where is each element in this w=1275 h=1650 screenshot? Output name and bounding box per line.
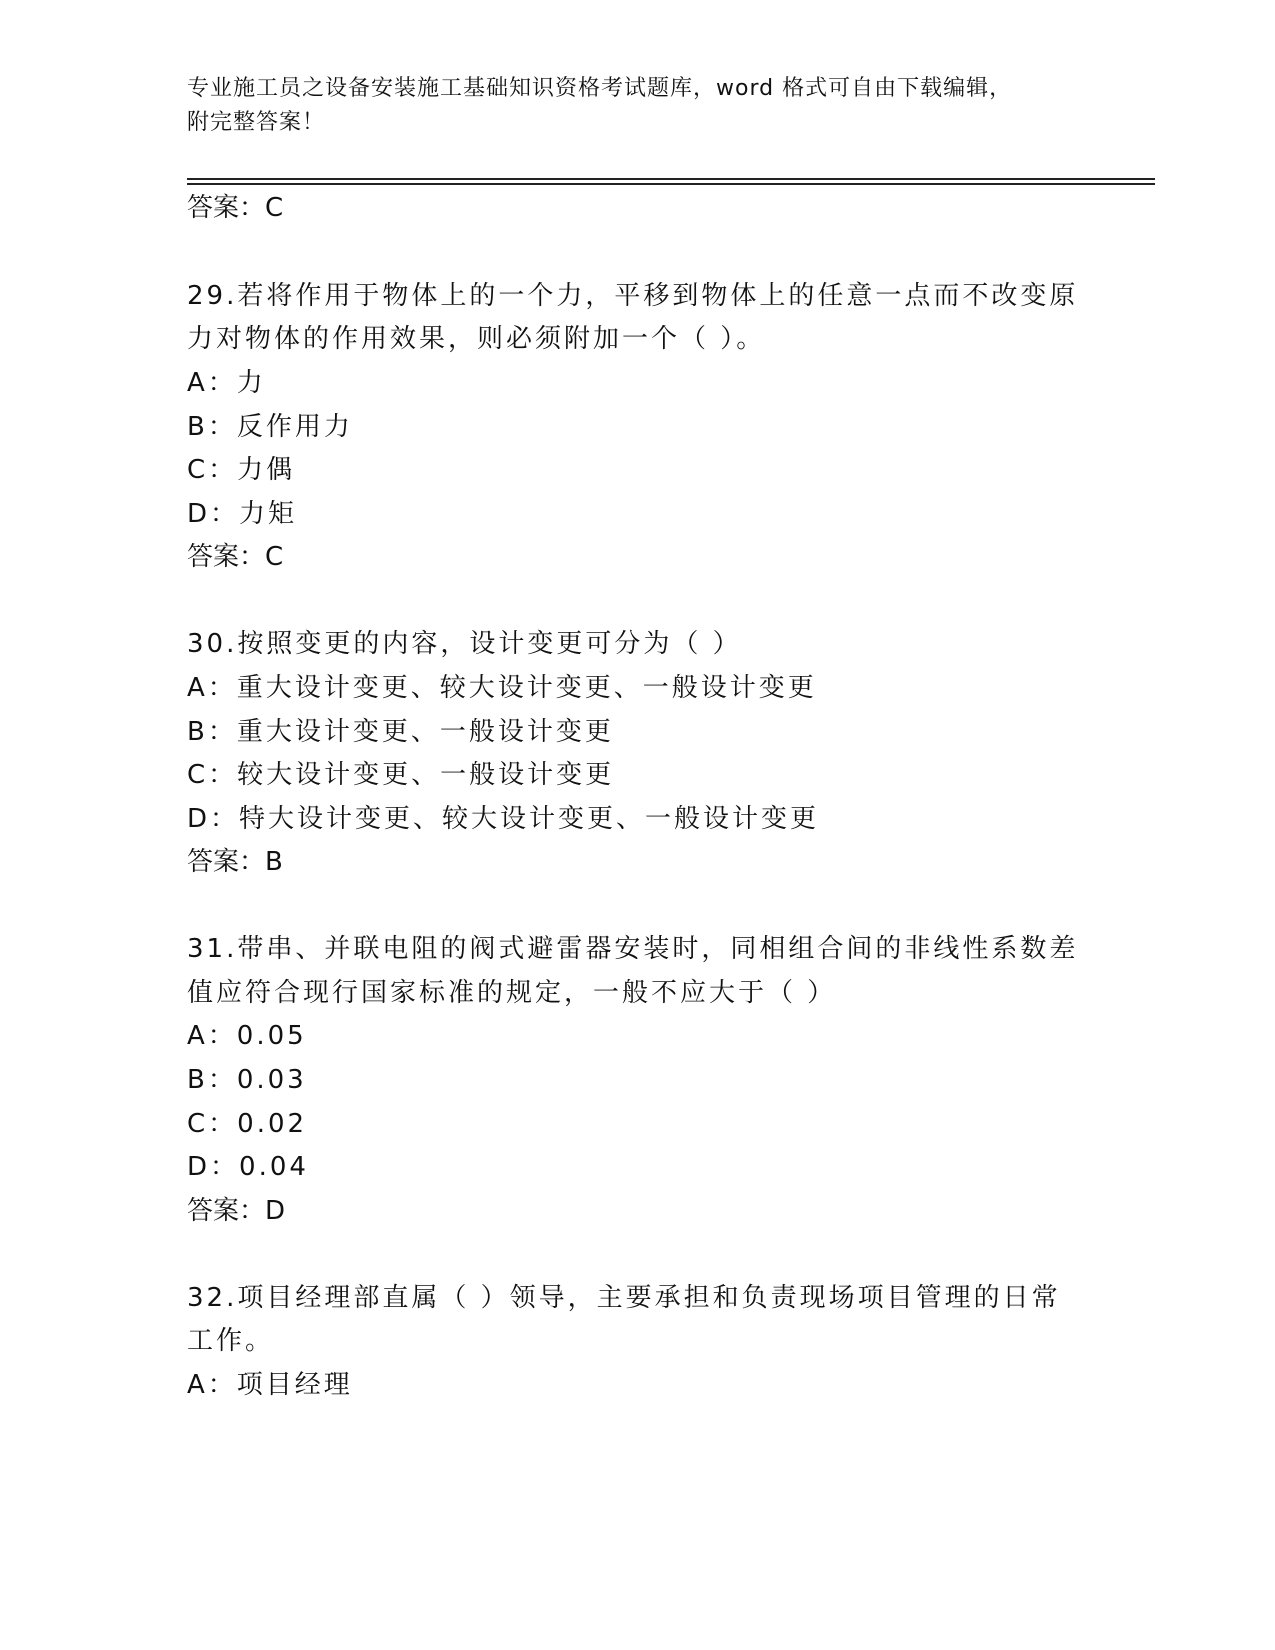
question-29-option-b: B：反作用力 xyxy=(187,412,353,442)
question-29-option-d: D：力矩 xyxy=(187,499,298,529)
question-29-option-c: C：力偶 xyxy=(187,455,296,485)
answer-29: 答案：C xyxy=(187,542,284,572)
answer-28: 答案：C xyxy=(187,193,284,223)
question-31-line-1: 31.带串、并联电阻的阀式避雷器安装时，同相组合间的非线性系数差 xyxy=(187,934,1079,964)
question-31-line-2: 值应符合现行国家标准的规定，一般不应大于（ ） xyxy=(187,978,837,1008)
document-header xyxy=(187,72,1087,140)
question-30-line-1: 30.按照变更的内容，设计变更可分为（ ） xyxy=(187,629,742,659)
question-30-option-d: D：特大设计变更、较大设计变更、一般设计变更 xyxy=(187,804,820,834)
answer-30: 答案：B xyxy=(187,847,283,877)
answer-31: 答案：D xyxy=(187,1196,286,1226)
question-32-line-1: 32.项目经理部直属（ ）领导，主要承担和负责现场项目管理的日常 xyxy=(187,1283,1061,1313)
question-29-option-a: A：力 xyxy=(187,368,266,398)
question-31-option-b: B：0.03 xyxy=(187,1065,307,1095)
header-line-1: 专业施工员之设备安装施工基础知识资格考试题库，word 格式可自由下载编辑， xyxy=(187,76,1013,101)
question-30-option-a: A：重大设计变更、较大设计变更、一般设计变更 xyxy=(187,673,817,703)
header-divider-bottom xyxy=(187,183,1155,185)
question-29-line-2: 力对物体的作用效果，则必须附加一个（ ）。 xyxy=(187,324,766,354)
question-29-line-1: 29.若将作用于物体上的一个力，平移到物体上的任意一点而不改变原 xyxy=(187,281,1079,311)
question-30-option-c: C：较大设计变更、一般设计变更 xyxy=(187,760,615,790)
question-31-option-d: D：0.04 xyxy=(187,1152,309,1182)
question-31-option-a: A：0.05 xyxy=(187,1021,307,1051)
header-divider-top xyxy=(187,178,1155,180)
question-32-option-a: A：项目经理 xyxy=(187,1370,353,1400)
header-line-2: 附完整答案！ xyxy=(187,110,326,135)
question-32-line-2: 工作。 xyxy=(187,1326,275,1356)
question-30-option-b: B：重大设计变更、一般设计变更 xyxy=(187,717,614,747)
question-31-option-c: C：0.02 xyxy=(187,1109,308,1139)
